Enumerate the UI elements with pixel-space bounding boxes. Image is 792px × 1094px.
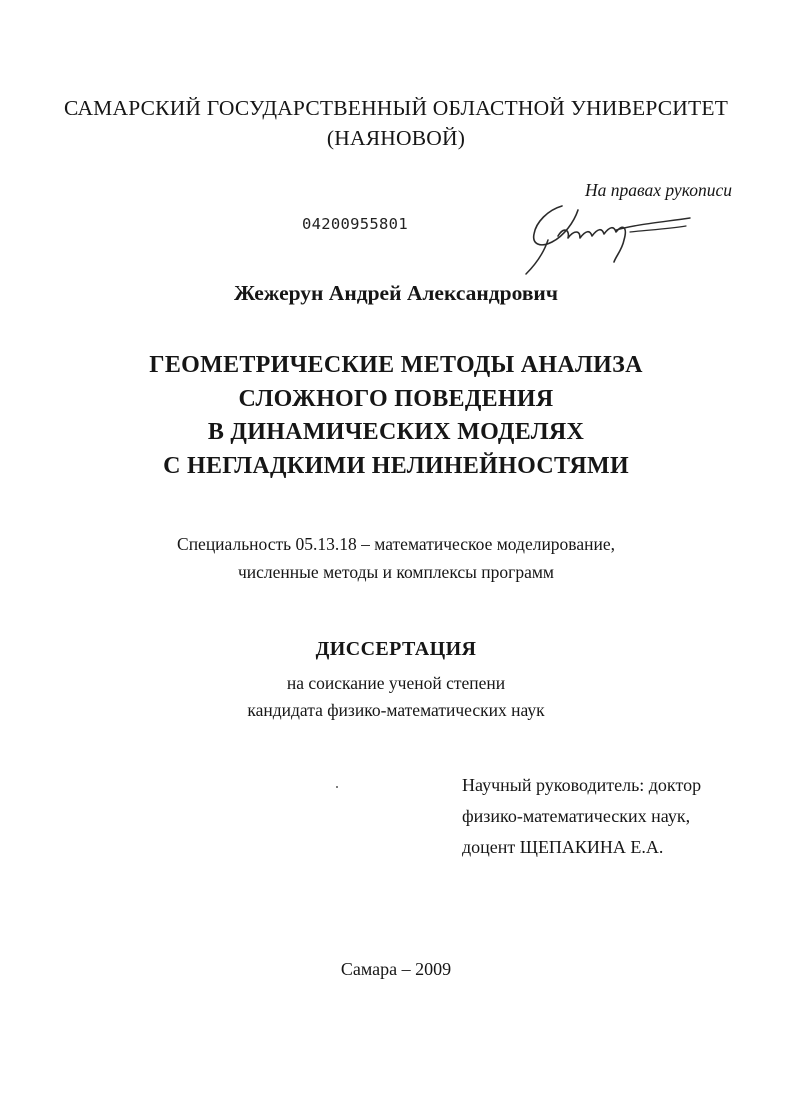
document-id: 04200955801 [302,215,408,233]
specialty-line2: численные методы и комплексы программ [238,562,554,582]
thesis-title-line1: ГЕОМЕТРИЧЕСКИЕ МЕТОДЫ АНАЛИЗА [149,352,643,378]
university-name-line1: САМАРСКИЙ ГОСУДАРСТВЕННЫЙ ОБЛАСТНОЙ УНИВЕРСИТЕТ [63,96,729,120]
degree-line2: кандидата физико-математических наук [247,700,545,720]
signature-icon [518,196,698,280]
document-type: ДИССЕРТАЦИЯ [315,638,477,660]
advisor-line1: Научный руководитель: доктор [462,775,702,795]
advisor-line2: физико-математических наук, [462,806,691,826]
thesis-title-line2: СЛОЖНОГО ПОВЕДЕНИЯ [238,386,554,412]
specialty-line1: Специальность 05.13.18 – математическое моделирование, [177,534,615,554]
degree-line1: на соискание ученой степени [286,673,506,693]
scan-speck [336,786,338,788]
thesis-title-line3: В ДИНАМИЧЕСКИХ МОДЕЛЯХ [207,419,585,445]
advisor-line3: доцент ЩЕПАКИНА Е.А. [462,837,664,857]
thesis-title-line4: С НЕГЛАДКИМИ НЕЛИНЕЙНОСТЯМИ [163,453,629,479]
university-name-line2: (НАЯНОВОЙ) [326,126,466,150]
manuscript-note: На правах рукописи [585,180,732,200]
city-year: Самара – 2009 [340,959,452,979]
author-name: Жежерун Андрей Александрович [234,281,558,305]
